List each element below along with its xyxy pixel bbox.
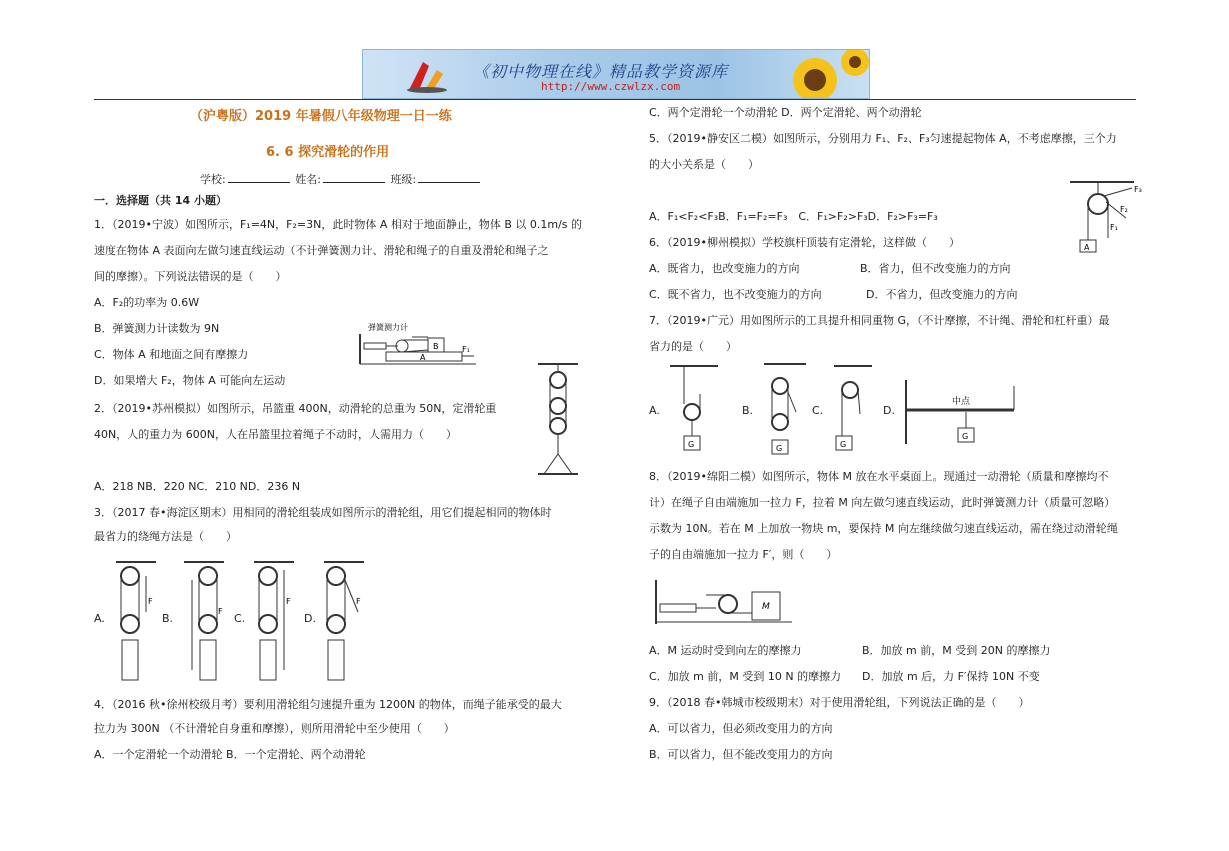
q7-d-weight: G — [962, 432, 969, 441]
q3-label-d: D. — [304, 612, 316, 625]
q6-option-c: C．既不省力，也不改变施力的方向 — [649, 288, 822, 301]
q3-label-c: C. — [234, 612, 246, 625]
q5-options: A．F₁<F₂<F₃B．F₁=F₂=F₃ C．F₁>F₂>F₃D．F₂>F₃=F₃ — [649, 210, 938, 223]
q3-figure-d — [320, 560, 368, 684]
q8-line4: 子的自由端施加一拉力 F′，则（ ） — [649, 548, 838, 561]
section-heading: 一．选择题（共 14 小题） — [94, 194, 227, 207]
class-label: 班级: — [390, 173, 417, 186]
q8-line3: 示数为 10N。若在 M 上加放一物块 m，要保持 M 向左继续做匀速直线运动，需在绕过动滑轮绳 — [649, 522, 1118, 535]
name-label: 姓名: — [295, 173, 321, 186]
q3-figure-b — [180, 560, 228, 684]
school-field[interactable] — [228, 172, 290, 183]
student-info-line — [200, 172, 482, 187]
q1-option-c: C．物体 A 和地面之间有摩擦力 — [94, 348, 249, 361]
q6-stem: 6．（2019•柳州模拟）学校旗杆顶装有定滑轮，这样做（ ） — [649, 236, 960, 249]
q1-line3: 间的摩擦）。下列说法错误的是（ ） — [94, 270, 287, 283]
q7-figure-b — [760, 362, 810, 462]
school-label: 学校: — [200, 173, 226, 186]
q5-fig-a: A — [1084, 243, 1090, 252]
q6-option-d: D．不省力，但改变施力的方向 — [866, 288, 1018, 301]
q4-option-cd: C．两个定滑轮一个动滑轮 D．两个定滑轮、两个动滑轮 — [649, 106, 922, 119]
q8-mass: M — [762, 602, 770, 612]
q2-line2: 40N，人的重力为 600N，人在吊篮里拉着绳子不动时，人需用力（ ） — [94, 428, 457, 441]
q8-option-c: C．加放 m 前，M 受到 10 N 的摩擦力 — [649, 670, 842, 683]
banner-url: http://www.czwlzx.com — [541, 80, 681, 93]
q3-line1: 3．（2017 春•海淀区期末）用相同的滑轮组装成如图所示的滑轮组，用它们提起相同的物体时 — [94, 506, 552, 519]
name-field[interactable] — [323, 172, 385, 183]
q3-line2: 最省力的绕绳方法是（ ） — [94, 530, 237, 543]
q1-figure — [358, 320, 478, 368]
q7-line1: 7．（2019•广元）用如图所示的工具提升相同重物 G，（不计摩擦，不计绳、滑轮和杠杆重）最 — [649, 314, 1110, 327]
header-banner — [362, 49, 870, 99]
q8-line1: 8．（2019•绵阳二模）如图所示，物体 M 放在水平桌面上。现通过一动滑轮（质量和摩擦均不 — [649, 470, 1109, 483]
q3-figure-c — [250, 560, 298, 684]
q4-line2: 拉力为 300N （不计滑轮自身重和摩擦），则所用滑轮中至少使用（ ） — [94, 722, 455, 735]
q9-stem: 9．（2018 春•韩城市校级期末）对于使用滑轮组，下列说法正确的是（ ） — [649, 696, 1030, 709]
class-field[interactable] — [418, 172, 480, 183]
q2-options: A．218 NB．220 NC．210 ND．236 N — [94, 480, 301, 493]
q3-label-a: A. — [94, 612, 105, 625]
q8-figure — [652, 576, 796, 628]
q3-d-force-label: F — [356, 597, 361, 606]
q7-label-c: C. — [812, 404, 824, 417]
q5-fig-f2: F₂ — [1120, 205, 1128, 214]
q7-label-b: B. — [742, 404, 754, 417]
q5-figure — [1068, 178, 1148, 254]
q3-a-force-label: F — [148, 597, 153, 606]
q1-line2: 速度在物体 A 表面向左做匀速直线运动（不计弹簧测力计、滑轮和绳子的自重及滑轮和绳子之 — [94, 244, 549, 257]
q6-option-b: B．省力，但不改变施力的方向 — [860, 262, 1011, 275]
q9-option-b: B．可以省力，但不能改变用力的方向 — [649, 748, 833, 761]
q7-d-midpoint: 中点 — [952, 397, 971, 407]
q7-figure-d — [900, 374, 1024, 452]
q1-fig-b-label: B — [433, 342, 439, 351]
doc-subtitle: 6. 6 探究滑轮的作用 — [266, 145, 390, 160]
q3-figure-a — [112, 560, 160, 684]
q8-option-d: D．加放 m 后，力 F′保持 10N 不变 — [862, 670, 1040, 683]
header-rule — [94, 99, 1136, 100]
q1-line1: 1．（2019•宁波）如图所示，F₁=4N，F₂=3N，此时物体 A 相对于地面静止，物体 B 以 0.1m/s 的 — [94, 218, 583, 231]
logo-icon — [401, 56, 447, 94]
q4-line1: 4．（2016 秋•徐州校级月考）要利用滑轮组匀速提升重为 1200N 的物体，而绳子能承受的最大 — [94, 698, 562, 711]
q7-b-weight: G — [776, 444, 783, 453]
q1-option-a: A．F₂的功率为 0.6W — [94, 296, 200, 309]
q7-figure-a — [666, 364, 722, 460]
q6-option-a: A．既省力，也改变施力的方向 — [649, 262, 800, 275]
q7-label-d: D. — [883, 404, 895, 417]
q8-option-b: B．加放 m 前，M 受到 20N 的摩擦力 — [862, 644, 1051, 657]
q1-option-d: D．如果增大 F₂，物体 A 可能向左运动 — [94, 374, 286, 387]
sunflower-icon — [775, 50, 869, 98]
q2-line1: 2．（2019•苏州模拟）如图所示，吊篮重 400N，动滑轮的总重为 50N，定滑轮重 — [94, 402, 497, 415]
q5-line1: 5．（2019•静安区二模）如图所示，分别用力 F₁、F₂、F₃匀速提起物体 A，不考虑摩擦，三个力 — [649, 132, 1117, 145]
q7-a-weight: G — [688, 440, 695, 449]
q1-fig-a-label: A — [420, 353, 426, 362]
q3-b-force-label: F — [218, 607, 223, 616]
q2-figure — [534, 362, 582, 478]
q3-c-force-label: F — [286, 597, 291, 606]
q5-fig-f3: F₃ — [1134, 185, 1142, 194]
q9-option-a: A．可以省力，但必须改变用力的方向 — [649, 722, 833, 735]
q8-option-a: A．M 运动时受到向左的摩擦力 — [649, 644, 802, 657]
q3-label-b: B. — [162, 612, 174, 625]
q4-option-ab: A．一个定滑轮一个动滑轮 B．一个定滑轮、两个动滑轮 — [94, 748, 366, 761]
q5-fig-f1: F₁ — [1110, 223, 1118, 232]
q1-option-b: B．弹簧测力计读数为 9N — [94, 322, 220, 335]
q1-fig-spring-label: 弹簧测力计 — [368, 323, 408, 332]
q7-line2: 省力的是（ ） — [649, 340, 737, 353]
q1-fig-f1-label: F₁ — [462, 345, 470, 354]
q7-c-weight: G — [840, 440, 847, 449]
q5-line2: 的大小关系是（ ） — [649, 158, 759, 171]
q7-label-a: A. — [649, 404, 660, 417]
q8-line2: 计）在绳子自由端施加一拉力 F，拉着 M 向左做匀速直线运动，此时弹簧测力计（质量可忽略） — [649, 496, 1116, 509]
q7-figure-c — [830, 364, 876, 460]
banner-title: 《初中物理在线》精品教学资源库 — [473, 62, 729, 81]
doc-title: （沪粤版）2019 年暑假八年级物理一日一练 — [190, 109, 452, 124]
